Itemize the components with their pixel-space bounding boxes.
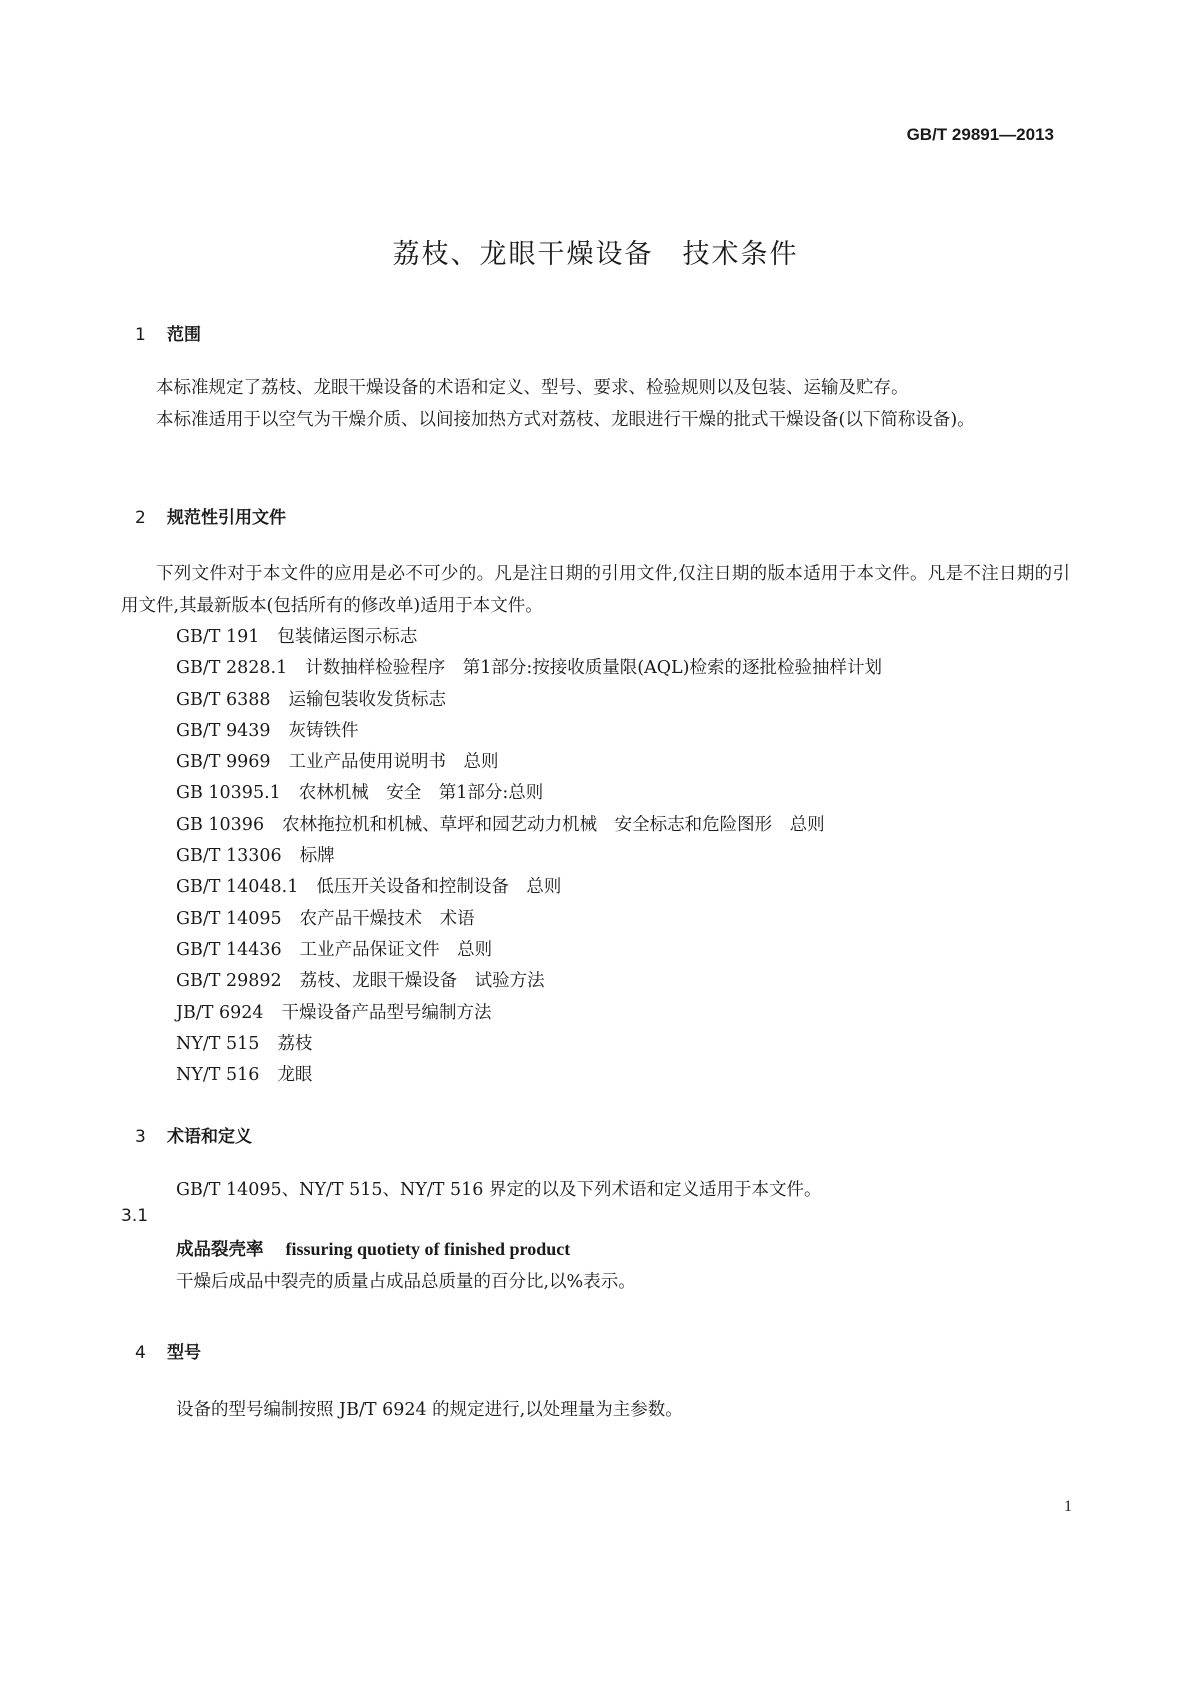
clause-number: 3.1: [121, 1206, 149, 1226]
reference-name: 包装储运图示标志: [277, 627, 418, 647]
reference-code: GB/T 14436: [176, 939, 282, 960]
section-number: 2: [135, 508, 146, 528]
reference-name: 龙眼: [277, 1065, 313, 1086]
reference-name: 计数抽样检验程序 第1部分:按接收质量限(AQL)检索的逐批检验抽样计划: [305, 658, 883, 679]
page-number: 1: [1064, 1498, 1072, 1515]
document-title: 荔枝、龙眼干燥设备 技术条件: [392, 239, 799, 270]
section-3-heading: [135, 1122, 252, 1147]
reference-code: GB 10395.1: [176, 783, 281, 804]
reference-name: 工业产品保证文件 总则: [299, 939, 493, 960]
reference-code: NY/T 516: [176, 1065, 260, 1086]
reference-name: 荔枝: [277, 1033, 313, 1054]
term-entry: [176, 1236, 570, 1261]
section-3-intro: GB/T 14095、NY/T 515、NY/T 516 界定的以及下列术语和定义适用于本文件。: [176, 1180, 822, 1200]
term-chinese: 成品裂壳率: [176, 1240, 264, 1260]
reference-item: [176, 998, 882, 1029]
reference-name: 农林拖拉机和机械、草坪和园艺动力机械 安全标志和危险图形 总则: [282, 814, 825, 835]
reference-item: [176, 872, 882, 903]
section-title: 范围: [167, 325, 201, 345]
reference-item: [176, 747, 882, 778]
reference-item: [176, 935, 882, 966]
reference-name: 标牌: [299, 846, 335, 867]
reference-item: [176, 841, 882, 872]
reference-item: [176, 1060, 882, 1091]
reference-item: [176, 904, 882, 935]
reference-name: 低压开关设备和控制设备 总则: [316, 877, 562, 898]
section-title: 型号: [167, 1343, 201, 1363]
term-definition: 干燥后成品中裂壳的质量占成品总质量的百分比,以%表示。: [176, 1272, 636, 1292]
reference-code: GB/T 191: [176, 627, 260, 647]
reference-code: GB/T 13306: [176, 846, 282, 867]
section-2-paragraph-1: 下列文件对于本文件的应用是必不可少的。凡是注日期的引用文件,仅注日期的版本适用于本文件。凡是不注日期的引用文件,其最新版本(包括所有的修改单)适用于本文件。: [121, 564, 1070, 616]
reference-item: [176, 810, 882, 841]
reference-item: [176, 716, 882, 747]
reference-name: 干燥设备产品型号编制方法: [281, 1002, 492, 1023]
section-1-paragraph-2: 本标准适用于以空气为干燥介质、以间接加热方式对荔枝、龙眼进行干燥的批式干燥设备(以下简称设备)。: [156, 410, 975, 430]
section-number: 3: [135, 1127, 146, 1147]
section-4-heading: [135, 1338, 201, 1363]
reference-item: [176, 653, 882, 684]
reference-name: 荔枝、龙眼干燥设备 试验方法: [299, 971, 545, 992]
section-1-paragraph-1: 本标准规定了荔枝、龙眼干燥设备的术语和定义、型号、要求、检验规则以及包装、运输及贮存。: [156, 378, 909, 398]
reference-code: GB/T 6388: [176, 689, 271, 710]
standard-code: GB/T 29891—2013: [906, 125, 1054, 144]
reference-code: GB/T 2828.1: [176, 658, 288, 679]
reference-code: GB/T 9439: [176, 720, 271, 741]
reference-code: GB 10396: [176, 814, 265, 835]
section-2-heading: [135, 503, 286, 528]
reference-name: 运输包装收发货标志: [288, 689, 447, 710]
reference-item: [176, 685, 882, 716]
reference-code: JB/T 6924: [176, 1002, 264, 1023]
section-number: 1: [135, 325, 146, 345]
normative-reference-list: [176, 622, 882, 1091]
section-title: 术语和定义: [167, 1127, 252, 1147]
term-english: fissuring quotiety of finished product: [285, 1239, 571, 1259]
reference-item: [176, 1029, 882, 1060]
reference-name: 农产品干燥技术 术语: [299, 908, 475, 929]
section-4-paragraph-1: 设备的型号编制按照 JB/T 6924 的规定进行,以处理量为主参数。: [176, 1400, 683, 1420]
section-number: 4: [135, 1343, 146, 1363]
reference-code: GB/T 14095: [176, 908, 282, 929]
reference-name: 灰铸铁件: [288, 720, 359, 741]
reference-item: [176, 966, 882, 997]
reference-item: [176, 622, 882, 653]
reference-code: NY/T 515: [176, 1033, 260, 1054]
reference-code: GB/T 9969: [176, 752, 271, 773]
reference-item: [176, 778, 882, 809]
reference-name: 农林机械 安全 第1部分:总则: [298, 783, 544, 804]
section-1-heading: [135, 320, 201, 345]
reference-code: GB/T 14048.1: [176, 877, 299, 898]
section-title: 规范性引用文件: [167, 508, 286, 528]
reference-code: GB/T 29892: [176, 971, 282, 992]
reference-name: 工业产品使用说明书 总则: [288, 752, 499, 773]
